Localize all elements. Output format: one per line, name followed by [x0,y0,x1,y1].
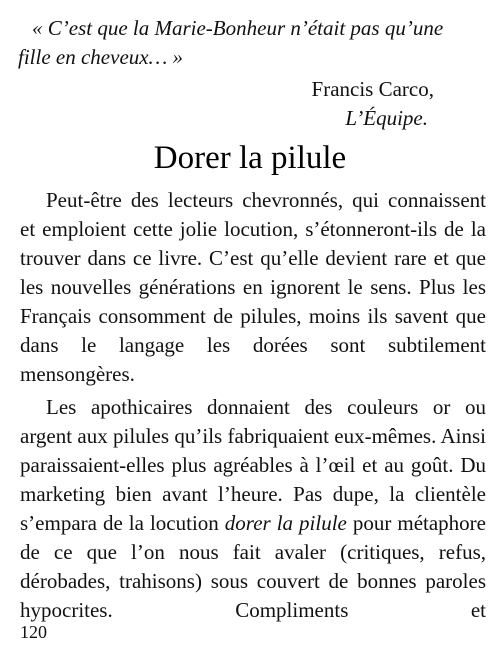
chapter-title: Dorer la pilule [153,140,347,176]
body-text [20,186,486,629]
epigraph-attribution [312,75,434,133]
page-number: 120 [20,622,47,642]
epigraph-line-1: « C’est que la Marie-Bonheur n’était pas qu’une [32,16,444,40]
paragraph-2-text-after: pour métaphore de ce que l’on nous fait avaler (critiques, refus, dérobades, trahisons) sous couvert de bonnes paroles hypocrites. Compliments et [20,511,486,622]
paragraph-2-text-before: Les apothicaires donnaient des couleurs or ou argent aux pilules qu’ils fabriquaient eux-mêmes. Ainsi paraissaient-elles plus agréables à l’œil et au goût. Du marketing bien avant l’heure. Pas dupe, la clientèle s’empara de la locution [20,395,486,535]
epigraph-source: L’Équipe. [345,106,428,130]
paragraph-2 [20,393,486,625]
epigraph-quote [18,14,486,72]
paragraph-2-emphasis: dorer la pilule [224,511,347,535]
epigraph-author: Francis Carco, [311,77,434,101]
epigraph-line-2: fille en cheveux… » [18,45,184,69]
paragraph-1: Peut-être des lecteurs chevronnés, qui connaissent et emploient cette jolie locution, s’étonneront-ils de la trouver dans ce livre. C’est qu’elle devient rare et que les nouvelles générations en ignorent le sens. Plus les Français consomment de pilules, moins ils savent que dans le langage les dorées sont subtilement mensongères. [20,188,486,386]
